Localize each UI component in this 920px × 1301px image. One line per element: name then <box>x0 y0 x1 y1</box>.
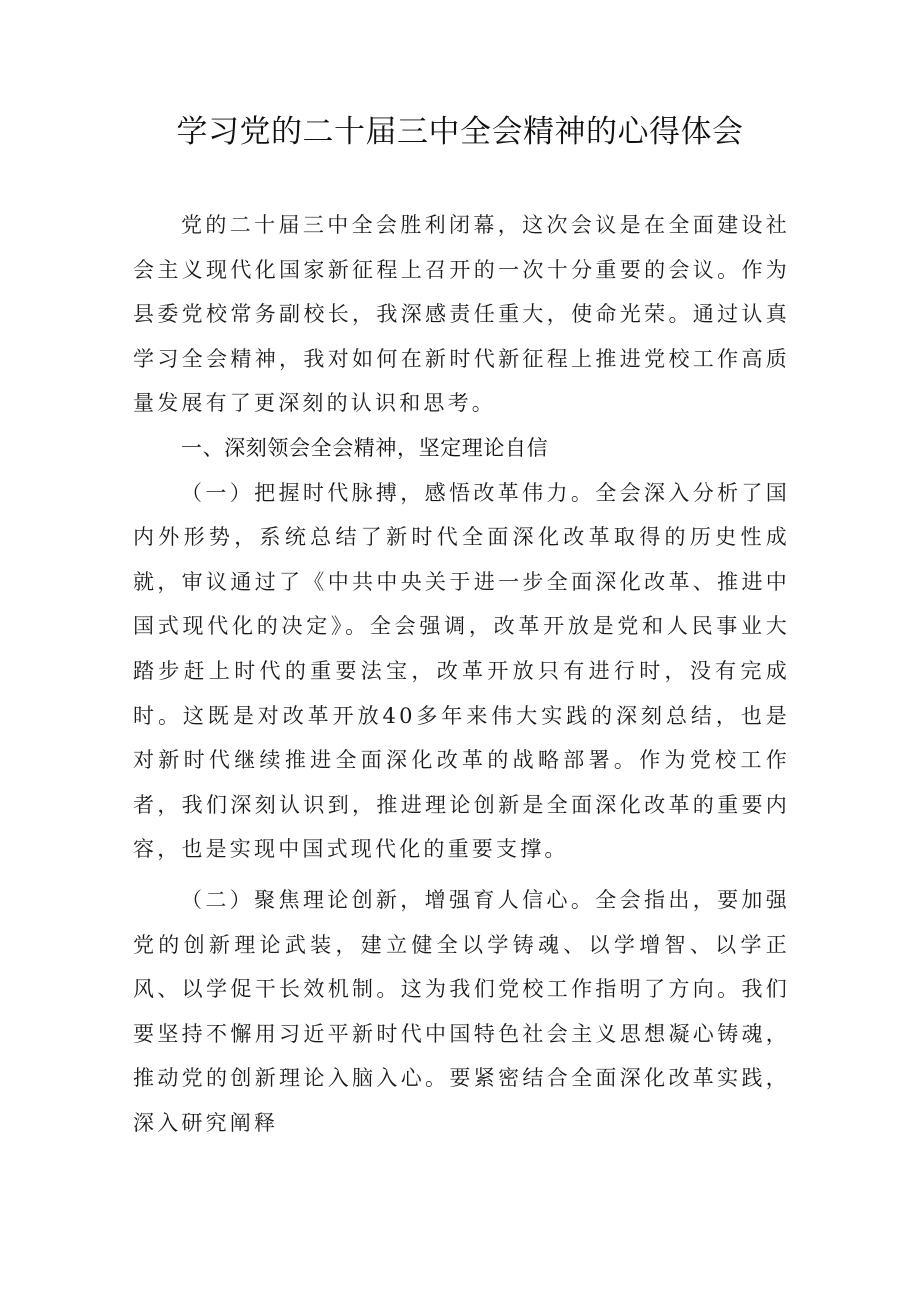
section-1-paragraph-2: （二）聚焦理论创新，增强育人信心。全会指出，要加强党的创新理论武装，建立健全以学铸魂、以学增智、以学正风、以学促干长效机制。这为我们党校工作指明了方向。我们要坚持不懈用习近平新时代中国特色社会主义思想凝心铸魂，推动党的创新理论入脑入心。要紧密结合全面深化改革实践，深入研究阐释 <box>133 887 790 1135</box>
document-title: 学习党的二十届三中全会精神的心得体会 <box>176 114 744 150</box>
document-body <box>133 203 790 1145</box>
section-1-paragraph-1: （一）把握时代脉搏，感悟改革伟力。全会深入分析了国内外形势，系统总结了新时代全面深化改革取得的历史性成就，审议通过了《中共中央关于进一步全面深化改革、推进中国式现代化的决定》。全会强调，改革开放是党和人民事业大踏步赶上时代的重要法宝，改革开放只有进行时，没有完成时。这既是对改革开放40多年来伟大实践的深刻总结，也是对新时代继续推进全面深化改革的战略部署。作为党校工作者，我们深刻认识到，推进理论创新是全面深化改革的重要内容，也是实现中国式现代化的重要支撑。 <box>133 480 790 862</box>
intro-paragraph: 党的二十届三中全会胜利闭幕，这次会议是在全面建设社会主义现代化国家新征程上召开的一次十分重要的会议。作为县委党校常务副校长，我深感责任重大，使命光荣。通过认真学习全会精神，我对如何在新时代新征程上推进党校工作高质量发展有了更深刻的认识和思考。 <box>133 213 790 416</box>
section-1-heading: 一、深刻领会全会精神，坚定理论自信 <box>181 435 549 460</box>
